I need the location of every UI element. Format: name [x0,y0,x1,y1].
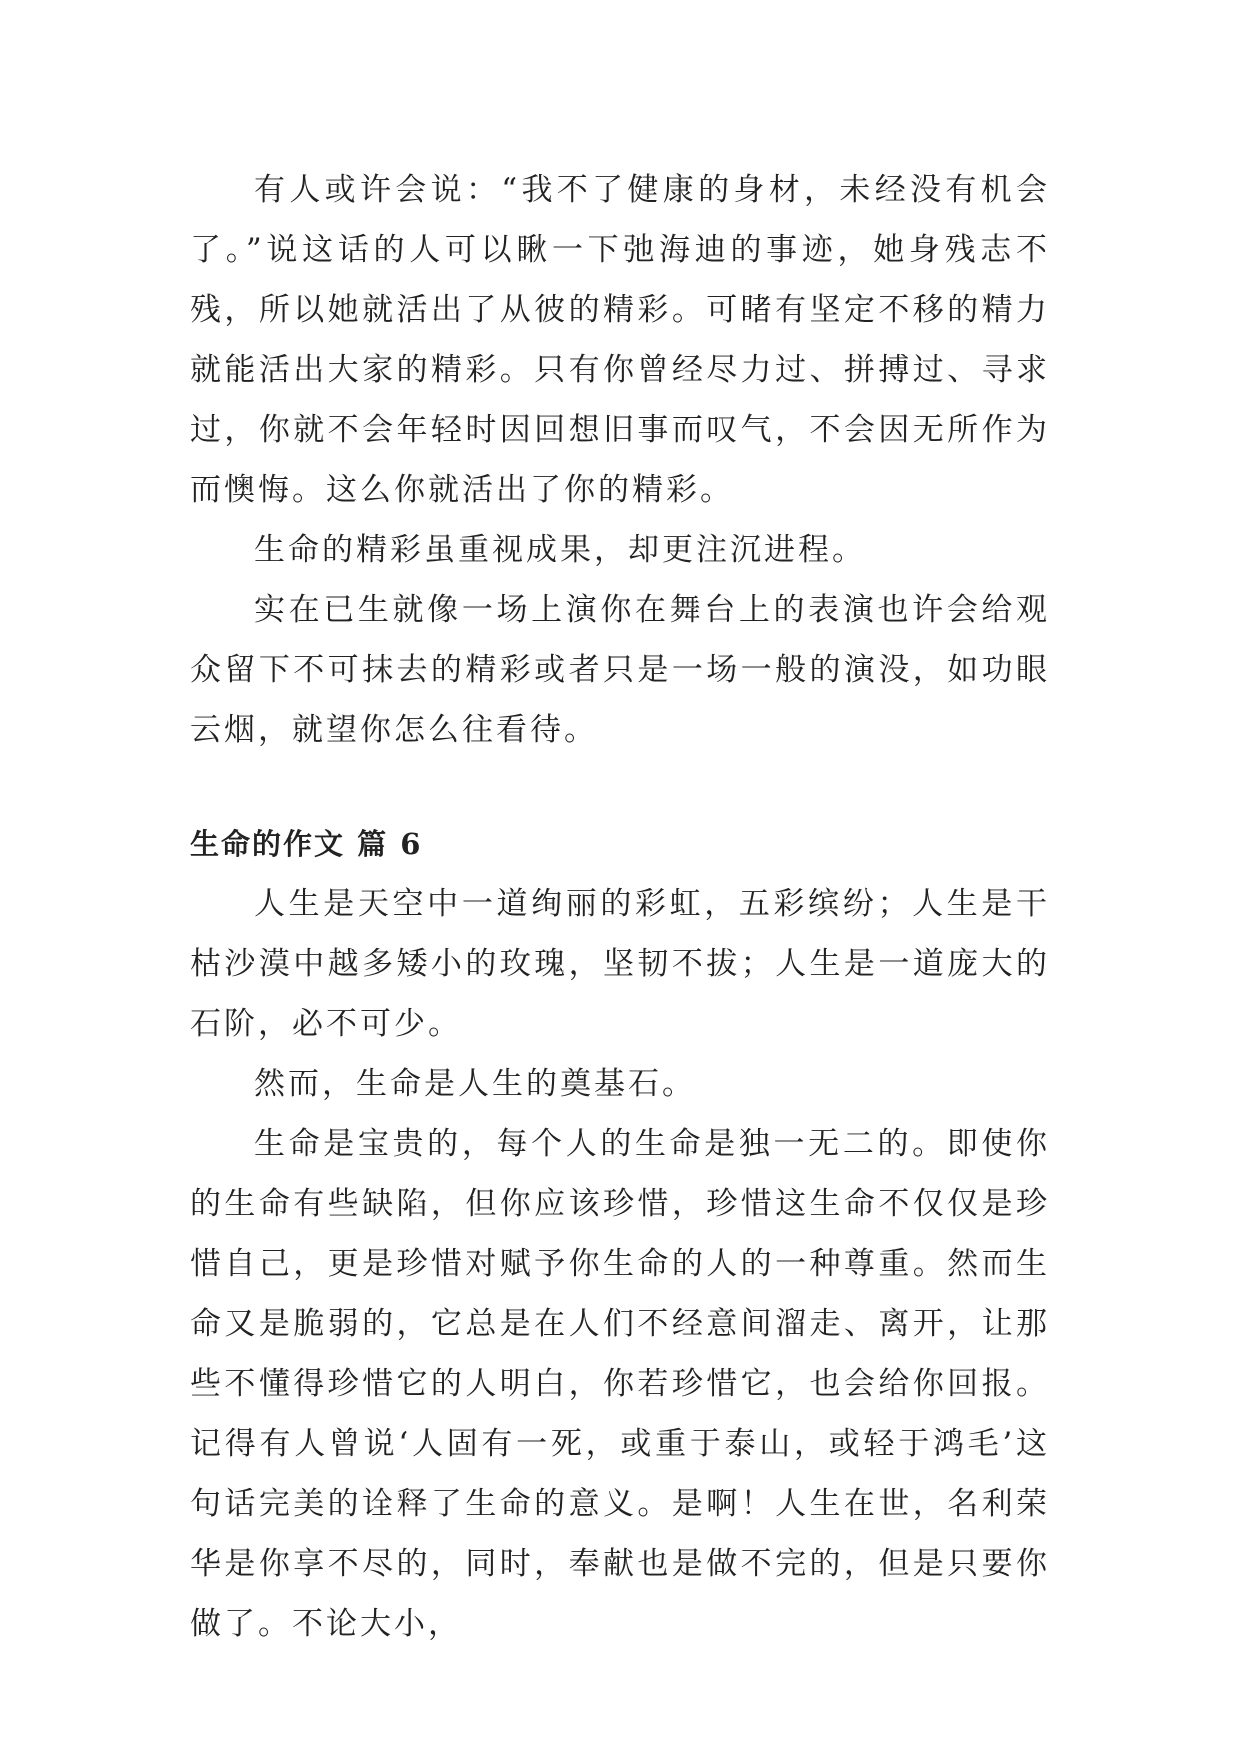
document-body [190,160,1050,1654]
paragraph: 生命的精彩虽重视成果，却更注沉进程。 [254,532,866,568]
section-title: 生命的作文 篇 6 [190,827,423,861]
paragraph: 人生是天空中一道绚丽的彩虹，五彩缤纷；人生是干枯沙漠中越多矮小的玫瑰，坚韧不拔；人生是一道庞大的石阶，必不可少。 [190,886,1050,1042]
paragraph: 实在已生就像一场上演你在舞台上的表演也许会给观众留下不可抹去的精彩或者只是一场一般的演没，如功眼云烟，就望你怎么往看待。 [190,592,1050,748]
paragraph: 然而，生命是人生的奠基石。 [254,1066,696,1102]
paragraph: 生命是宝贵的，每个人的生命是独一无二的。即使你的生命有些缺陷，但你应该珍惜，珍惜这生命不仅仅是珍惜自己，更是珍惜对赋予你生命的人的一种尊重。然而生命又是脆弱的，它总是在人们不经意间溜走、离开，让那些不懂得珍惜它的人明白，你若珍惜它，也会给你回报。记得有人曾说‘人固有一死，或重于泰山，或轻于鸿毛’这句话完美的诠释了生命的意义。是啊！人生在世，名利荣华是你享不尽的，同时，奉献也是做不完的，但是只要你做了。不论大小， [190,1126,1050,1642]
paragraph: 有人或许会说：“我不了健康的身材，未经没有机会了。”说这话的人可以瞅一下弛海迪的事迹，她身残志不残，所以她就活出了从彼的精彩。可睹有坚定不移的精力就能活出大家的精彩。只有你曾经尽力过、拼搏过、寻求过，你就不会年轻时因回想旧事而叹气，不会因无所作为而懊悔。这么你就活出了你的精彩。 [190,172,1050,508]
